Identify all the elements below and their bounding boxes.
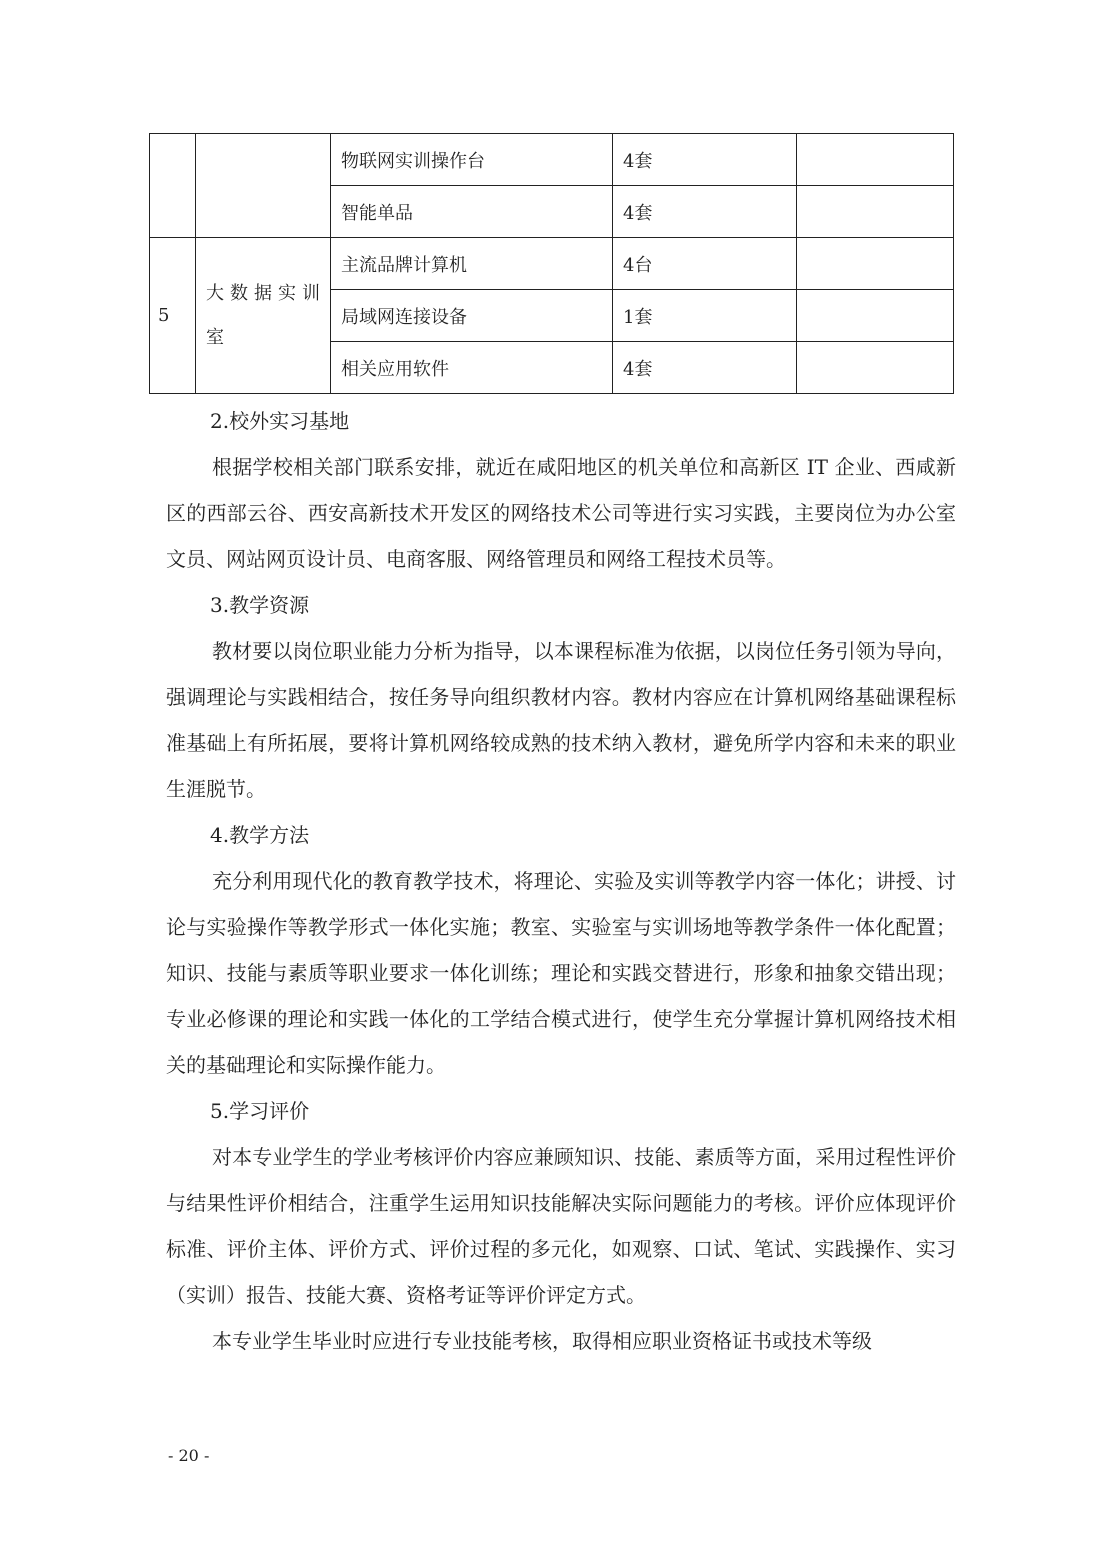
body-text — [166, 398, 956, 1364]
table-cell-note — [797, 342, 954, 394]
table-cell-qty: 1套 — [613, 290, 797, 342]
section-paragraph-teaching-resources: 教材要以岗位职业能力分析为指导，以本课程标准为依据，以岗位任务引领为导向，强调理论与实践相结合，按任务导向组织教材内容。教材内容应在计算机网络基础课程标准基础上有所拓展，要将计算机网络较成熟的技术纳入教材，避免所学内容和未来的职业生涯脱节。 — [166, 639, 956, 801]
table-cell-qty: 4台 — [613, 238, 797, 290]
section-paragraph-practice-base: 根据学校相关部门联系安排，就近在咸阳地区的机关单位和高新区 IT 企业、西咸新区的西部云谷、西安高新技术开发区的网络技术公司等进行实习实践，主要岗位为办公室文员、网站网页设计员、电商客服、网络管理员和网络工程技术员等。 — [166, 455, 956, 571]
table-cell-no: 5 — [150, 238, 196, 394]
table-cell-note — [797, 186, 954, 238]
section-paragraph-teaching-methods: 充分利用现代化的教育教学技术，将理论、实验及实训等教学内容一体化；讲授、讨论与实验操作等教学形式一体化实施；教室、实验室与实训场地等教学条件一体化配置；知识、技能与素质等职业要求一体化训练；理论和实践交替进行，形象和抽象交错出现；专业必修课的理论和实践一体化的工学结合模式进行，使学生充分掌握计算机网络技术相关的基础理论和实际操作能力。 — [166, 869, 956, 1077]
table-cell-item: 主流品牌计算机 — [331, 238, 613, 290]
table-cell-item: 相关应用软件 — [331, 342, 613, 394]
equipment-table — [149, 133, 954, 394]
table-cell-qty: 4套 — [613, 342, 797, 394]
page-number: - 20 - — [168, 1446, 210, 1465]
room-name-line1: 大数据实训 — [206, 282, 326, 304]
table-cell-qty: 4套 — [613, 134, 797, 186]
section-heading-teaching-resources: 3.教学资源 — [210, 593, 310, 617]
section-heading-teaching-methods: 4.教学方法 — [210, 823, 310, 847]
table-cell-note — [797, 238, 954, 290]
table-cell-item: 物联网实训操作台 — [331, 134, 613, 186]
table-cell-room — [196, 238, 331, 394]
table-cell-no — [150, 134, 196, 238]
section-heading-practice-base: 2.校外实习基地 — [210, 409, 350, 433]
table-cell-item: 智能单品 — [331, 186, 613, 238]
section-paragraph-learning-evaluation: 对本专业学生的学业考核评价内容应兼顾知识、技能、素质等方面，采用过程性评价与结果性评价相结合，注重学生运用知识技能解决实际问题能力的考核。评价应体现评价标准、评价主体、评价方式、评价过程的多元化，如观察、口试、笔试、实践操作、实习（实训）报告、技能大赛、资格考证等评价评定方式。 — [166, 1145, 956, 1307]
table-row — [150, 238, 954, 290]
table-cell-item: 局域网连接设备 — [331, 290, 613, 342]
table-cell-qty: 4套 — [613, 186, 797, 238]
table-cell-room — [196, 134, 331, 238]
table-cell-note — [797, 290, 954, 342]
table-cell-note — [797, 134, 954, 186]
table-row — [150, 134, 954, 186]
section-paragraph-graduation-assessment: 本专业学生毕业时应进行专业技能考核，取得相应职业资格证书或技术等级 — [212, 1329, 872, 1353]
room-name-line2: 室 — [206, 326, 230, 348]
section-heading-learning-evaluation: 5.学习评价 — [210, 1099, 310, 1123]
